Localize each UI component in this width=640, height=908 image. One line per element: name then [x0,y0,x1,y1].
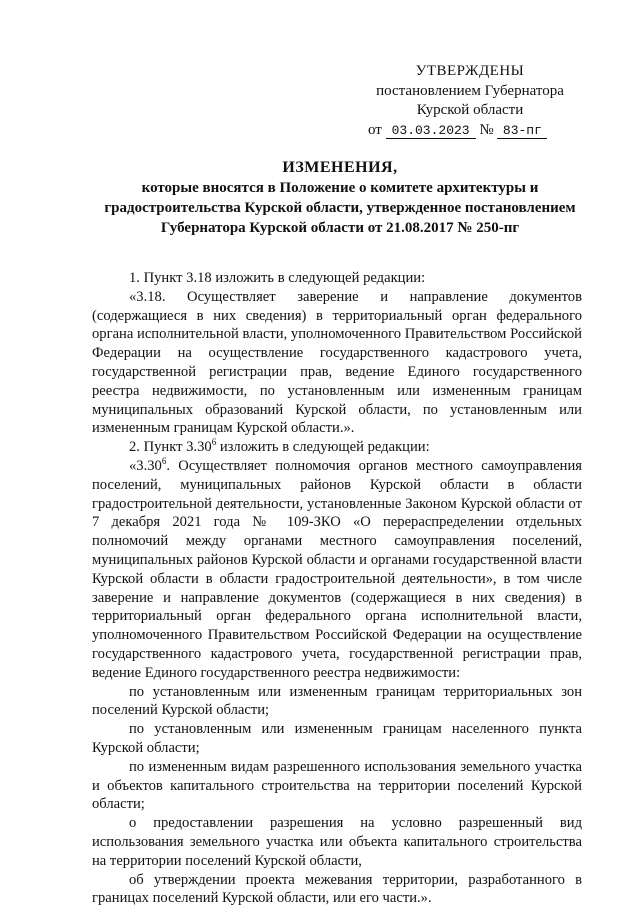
approval-date: 03.03.2023 [386,123,476,139]
p4-superscript: 6 [162,456,167,466]
document-heading [84,158,596,238]
paragraph-5: по установленным или измененным границам территориальных зон поселений Курской области; [92,683,582,721]
paragraph-2: «3.18. Осуществляет заверение и направление документов (содержащиеся в них сведения) в территориальный орган федерального органа исполнительной власти, уполномоченного Правительством Российской Федерации на осуществление государственного кадастрового учета, государственной регистрации прав, ведение Единого государственного реестра недвижимости, по установленным или измененным границам муниципальных образований Курской области, по установленным или измененным границам Курской области.». [92,288,582,438]
p3-end: изложить в следующей редакции: [216,439,429,455]
document-subtitle: которые вносятся в Положение о комитете архитектуры и градостроительства Курской области, утвержденное постановлением Губернатора Курской области от 21.08.2017 № 250-пг [84,178,596,238]
approval-line-1: постановлением Губернатора [360,82,580,102]
approval-title: УТВЕРЖДЕНЫ [360,62,580,82]
paragraph-1: 1. Пункт 3.18 изложить в следующей редакции: [92,269,582,288]
date-prefix: от [368,122,382,138]
number-prefix: № [479,122,493,138]
paragraph-6: по установленным или измененным границам населенного пункта Курской области; [92,720,582,758]
approval-date-line [360,121,580,141]
p3-start: 2. Пункт 3.30 [129,439,212,455]
approval-line-2: Курской области [360,101,580,121]
paragraph-3 [92,438,582,457]
p4-end: . Осуществляет полномочия органов местного самоуправления поселений, муниципальных районов Курской области в области градостроительной деятельности, установленные Законом Курской области от 7 декабря 2021 года № 109-ЗКО «О перераспределении отдельных полномочий между органами местного самоуправления поселений, муниципальных районов Курской области и органами государственной власти Курской области в области градостроительной деятельности», в том числе заверение и направление документов (содержащиеся в них сведения) в территориальный орган федерального органа исполнительной власти, уполномоченного Правительством Российской Федерации на осуществление государственного кадастрового учета, государственной регистрации прав, ведение Единого государственного реестра недвижимости: [92,458,582,681]
document-body [92,269,582,908]
paragraph-8: о предоставлении разрешения на условно разрешенный вид использования земельного участка или объекта капитального строительства на территории поселений Курской области, [92,814,582,870]
paragraph-7: по измененным видам разрешенного использования земельного участка и объектов капитального строительства на территории поселений Курской области; [92,758,582,814]
document-title: ИЗМЕНЕНИЯ, [84,158,596,178]
paragraph-9: об утверждении проекта межевания территории, разработанного в границах поселений Курской области, или его части.». [92,871,582,908]
p3-superscript: 6 [212,437,217,447]
approval-number: 83-пг [497,123,547,139]
p4-start: «3.30 [129,458,162,474]
paragraph-4 [92,457,582,683]
approval-block [360,62,580,140]
